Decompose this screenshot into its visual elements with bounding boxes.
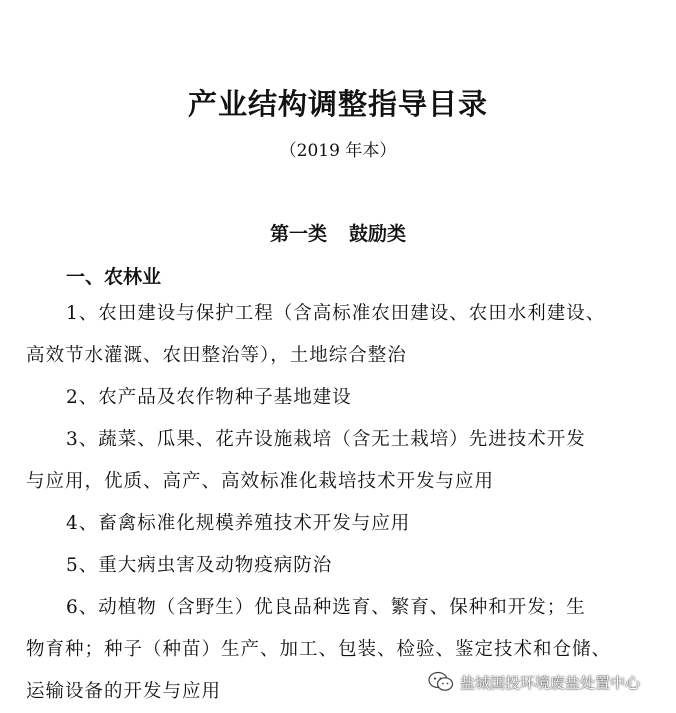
item-4-line-1: 4、畜禽标准化规模养殖技术开发与应用: [66, 513, 411, 534]
watermark: [428, 670, 640, 694]
category-prefix: 第一类: [269, 223, 327, 245]
item-2-line-1: 2、农产品及农作物种子基地建设: [66, 387, 352, 408]
item-6-line-3: 运输设备的开发与应用: [26, 681, 222, 702]
item-1-line-1: 1、农田建设与保护工程（含高标准农田建设、农田水利建设、: [66, 303, 606, 324]
item-3-line-1: 3、蔬菜、瓜果、花卉设施栽培（含无土栽培）先进技术开发: [66, 429, 586, 450]
document-title: 产业结构调整指导目录: [187, 87, 488, 121]
item-1-line-2: 高效节水灌溉、农田整治等），土地综合整治: [26, 345, 407, 366]
document-body: [26, 293, 646, 713]
section-heading: 一、农林业: [66, 266, 162, 288]
document-subtitle: （2019 年本）: [279, 141, 397, 161]
item-6-line-1: 6、动植物（含野生）优良品种选育、繁育、保种和开发；生: [66, 597, 586, 618]
watermark-text: 盐城国投环境废盐处置中心: [460, 673, 641, 692]
wechat-icon: [428, 671, 454, 693]
item-5-line-1: 5、重大病虫害及动物疫病防治: [66, 555, 333, 576]
item-3-line-2: 与应用，优质、高产、高效标准化栽培技术开发与应用: [26, 471, 495, 492]
category-heading: [0, 219, 676, 246]
category-name: 鼓励类: [349, 223, 407, 245]
item-6-line-2: 物育种；种子（种苗）生产、加工、包装、检验、鉴定技术和仓储、: [26, 639, 612, 660]
